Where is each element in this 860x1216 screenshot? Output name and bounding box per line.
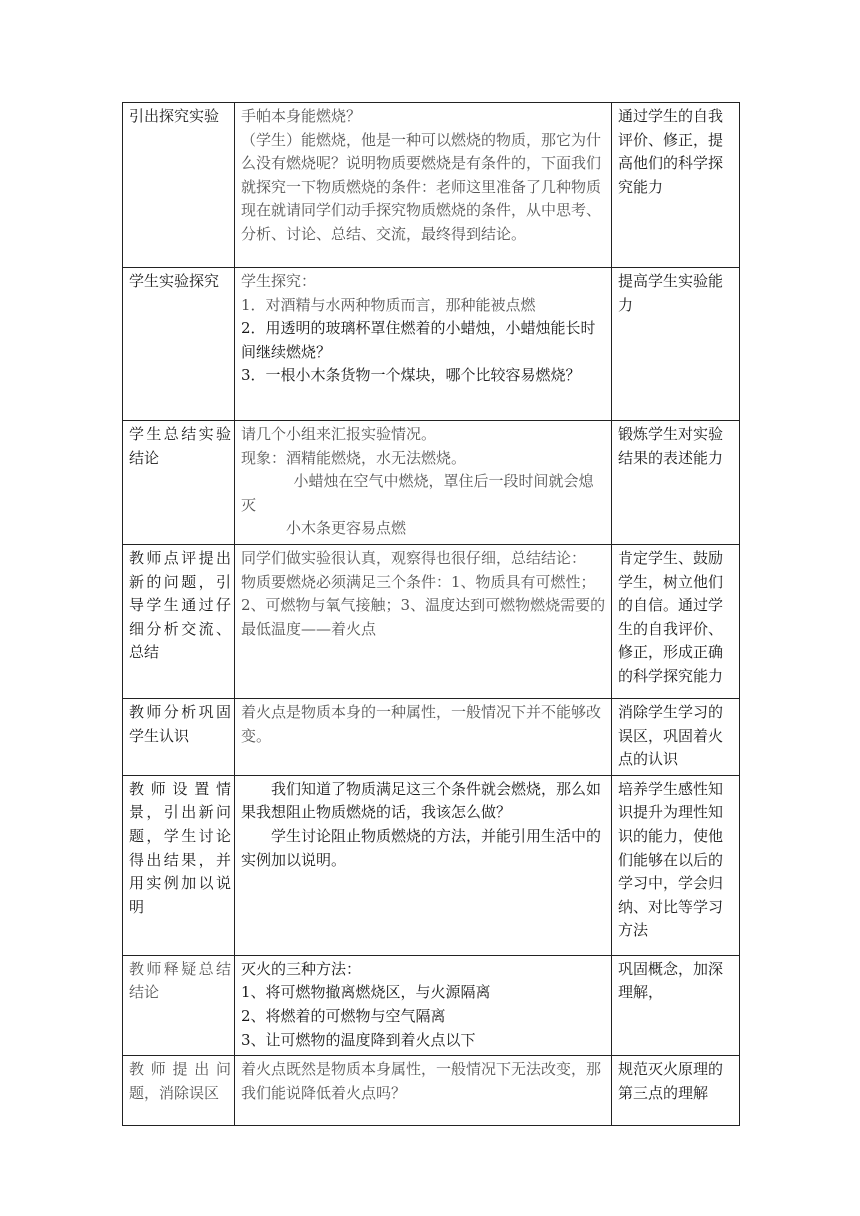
purpose-cell: 肯定学生、鼓励学生，树立他们的自信。通过学生的自我评价、修正，形成正确的科学探究能力 [612,544,740,698]
lesson-plan-table [122,102,740,1126]
purpose-cell: 通过学生的自我评价、修正，提高他们的科学探究能力 [612,103,740,268]
content-line: 着火点是物质本身的一种属性，一般情况下并不能够改变。 [241,702,602,745]
table-row [123,268,740,421]
purpose-cell: 培养学生感性知识提升为理性知识的能力，使他们能够在以后的学习中，学会归纳、对比等学习方法 [612,775,740,955]
content-cell [235,421,612,545]
stage-cell: 教师释疑总结结论 [123,955,235,1055]
content-line: 小蜡烛在空气中燃烧，罩住后一段时间就会熄灭 [241,472,594,514]
content-cell [235,1056,612,1126]
content-line: 着火点既然是物质本身属性，一般情况下无法改变，那我们能说降低着火点吗？ [241,1060,602,1102]
content-line: 灭火的三种方法： [241,959,362,978]
purpose-cell: 消除学生学习的误区，巩固着火点的认识 [612,698,740,775]
table-row [123,775,740,955]
stage-cell: 学生实验探究 [123,268,235,421]
content-cell [235,775,612,955]
content-line: 1．对酒精与水两种物质而言，那种能被点燃 [241,295,536,314]
table-row [123,544,740,698]
stage-cell: 教师分析巩固学生认识 [123,698,235,775]
content-line: 现象：酒精能燃烧，水无法燃烧。 [241,448,467,467]
content-cell [235,268,612,421]
stage-cell: 教师点评提出新的问题，引导学生通过仔细分析交流、总结 [123,544,235,698]
purpose-cell: 锻炼学生对实验结果的表述能力 [612,421,740,545]
stage-cell: 引出探究实验 [123,103,235,268]
content-line: （学生）能燃烧，他是一种可以燃烧的物质，那它为什么没有燃烧呢？说明物质要燃烧是有条件的，下面我们就探究一下物质燃烧的条件：老师这里准备了几种物质现在就请同学们动手探究物质燃烧的条件，从中思考、分析、讨论、总结、交流，最终得到结论。 [241,130,602,243]
content-cell [235,544,612,698]
table-row [123,955,740,1055]
content-line: 物质要燃烧必须满足三个条件：1、物质具有可燃性；2、可燃物与氧气接触；3、温度达到可燃物燃烧需要的最低温度——着火点 [241,572,606,638]
table-row [123,103,740,268]
content-line: 请几个小组来汇报实验情况。 [241,425,437,443]
stage-cell: 教师设置情景，引出新问题，学生讨论得出结果，并用实例加以说明 [123,775,235,955]
purpose-cell: 规范灭火原理的第三点的理解 [612,1056,740,1126]
content-line: 我们知道了物质满足这三个条件就会燃烧，那么如果我想阻止物质燃烧的话，我该怎么做？ [241,779,602,822]
stage-cell: 教师提出问题，消除误区 [123,1056,235,1126]
table-row [123,421,740,545]
content-cell [235,955,612,1055]
table-row [123,698,740,775]
content-line: 同学们做实验很认真，观察得也很仔细，总结结论： [241,548,587,567]
purpose-cell: 提高学生实验能力 [612,268,740,421]
content-line: 2、将燃着的可燃物与空气隔离 [241,1006,446,1025]
content-line: 2．用透明的玻璃杯罩住燃着的小蜡烛，小蜡烛能长时间继续燃烧？ [241,319,596,361]
content-line: 手帕本身能燃烧？ [241,107,362,125]
content-line: 小木条更容易点燃 [286,519,407,538]
content-line: 学生探究： [241,272,317,290]
content-cell [235,698,612,775]
stage-cell: 学生总结实验结论 [123,421,235,545]
content-cell [235,103,612,268]
content-line: 3．一根小木条货物一个煤块，哪个比较容易燃烧？ [241,366,581,385]
content-line: 1、将可燃物撤离燃烧区，与火源隔离 [241,983,491,1002]
content-line: 3、让可燃物的温度降到着火点以下 [241,1030,476,1049]
content-line: 学生讨论阻止物质燃烧的方法，并能引用生活中的实例加以说明。 [241,826,602,869]
purpose-cell: 巩固概念，加深理解， [612,955,740,1055]
table-row [123,1056,740,1126]
